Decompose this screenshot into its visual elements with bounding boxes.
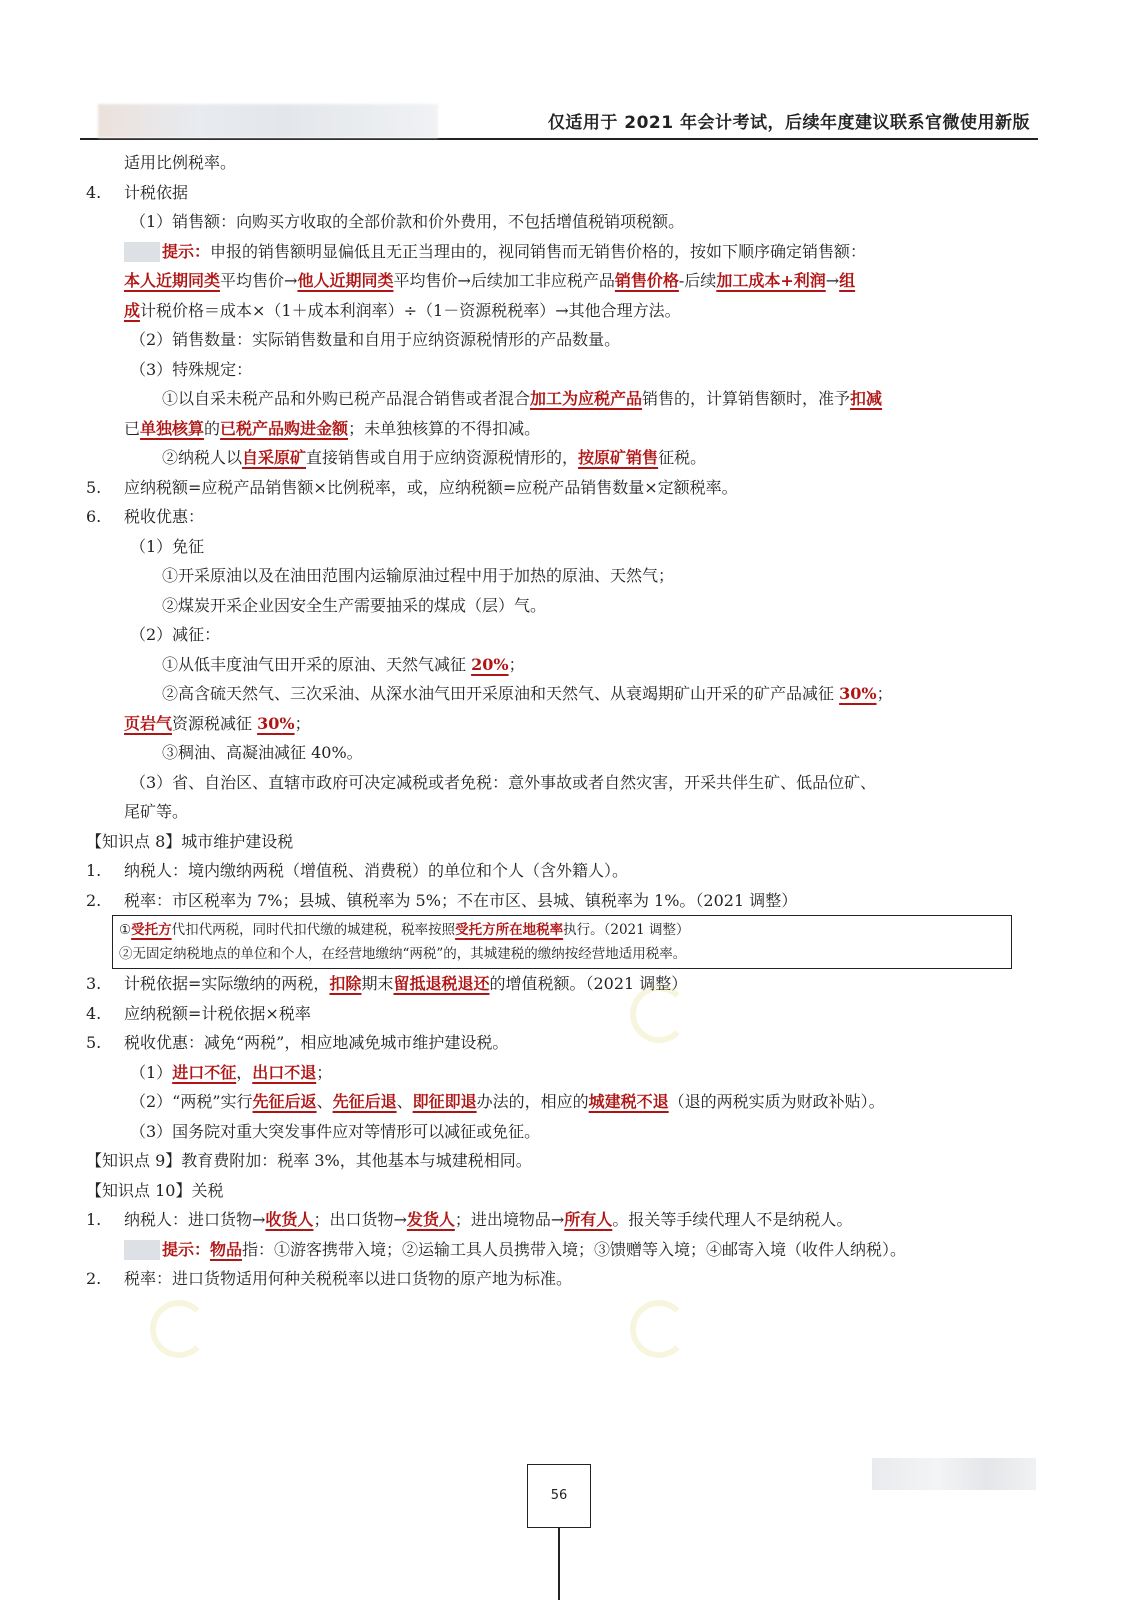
blurred-icon: [124, 242, 160, 262]
text-line: （1）免征: [130, 536, 205, 556]
list-item: 6. 税收优惠：: [86, 507, 205, 526]
note-line: ①受托方代扣代两税，同时代扣代缴的城建税，税率按照受托方所在地税率执行。（2021 调整）: [119, 922, 690, 938]
text-line: 本人近期同类平均售价→他人近期同类平均售价→后续加工非应税产品销售价格-后续加工成本+利润→组: [124, 271, 856, 290]
list-item: 1. 纳税人：境内缴纳两税（增值税、消费税）的单位和个人（含外籍人）。: [86, 861, 629, 880]
text-line: 成计税价格＝成本×（1＋成本利润率）÷（1－资源税税率）→其他合理方法。: [124, 300, 681, 320]
page-header: [80, 104, 1038, 140]
text-line: ①从低丰度油气田开采的原油、天然气减征 20%；: [162, 654, 525, 674]
page-number: 56: [527, 1464, 591, 1528]
text-line: （3）省、自治区、直辖市政府可决定减税或者免税：意外事故或者自然灾害，开采共伴生矿、低品位矿、: [130, 772, 877, 792]
list-item: 5. 应纳税额=应税产品销售额×比例税率，或，应纳税额=应税产品销售数量×定额税率。: [86, 477, 738, 497]
list-item: 2. 税率：市区税率为 7%；县城、镇税率为 5%；不在市区、县城、镇税率为 1%。（2021 调整）: [86, 890, 798, 910]
blurred-logo: [98, 104, 438, 138]
text-line: ②高含硫天然气、三次采油、从深水油气田开采原油和天然气、从衰竭期矿山开采的矿产品减征 30%；: [162, 684, 893, 703]
text-line: （2）销售数量：实际销售数量和自用于应纳资源税情形的产品数量。: [130, 330, 621, 349]
list-item: 5. 税收优惠：减免“两税”，相应地减免城市维护建设税。: [86, 1033, 509, 1052]
list-item: 1. 纳税人：进口货物→收货人；出口货物→发货人；进出境物品→所有人。报关等手续代理人不是纳税人。: [86, 1210, 853, 1229]
text-line: 适用比例税率。: [124, 153, 237, 172]
text-line: ①开采原油以及在油田范围内运输原油过程中用于加热的原油、天然气；: [162, 566, 675, 585]
page-number-stem: [558, 1528, 560, 1600]
blurred-corner-mark: [872, 1458, 1036, 1490]
text-line: ③稠油、高凝油减征 40%。: [162, 743, 363, 762]
hint-line: 提示：物品指：①游客携带入境；②运输工具人员携带入境；③馈赠等入境；④邮寄入境（收件人纳税）。: [86, 1235, 1036, 1265]
text-line: （2）“两税”实行先征后返、先征后退、即征即退办法的，相应的城建税不退（退的两税实质为财政补贴）。: [130, 1092, 885, 1111]
list-item: 4. 计税依据: [86, 182, 189, 202]
text-line: （2）减征：: [130, 625, 221, 644]
text-line: （3）国务院对重大突发事件应对等情形可以减征或免征。: [130, 1121, 541, 1141]
text-line: ②纳税人以自采原矿直接销售或自用于应纳资源税情形的，按原矿销售征税。: [162, 448, 707, 467]
document-body: [86, 148, 1036, 1294]
section-heading: 【知识点 10】关税: [86, 1180, 224, 1200]
list-item: 4. 应纳税额=计税依据×税率: [86, 1003, 311, 1023]
list-item: 2. 税率：进口货物适用何种关税税率以进口货物的原产地为标准。: [86, 1269, 573, 1288]
section-heading: 【知识点 8】城市维护建设税: [86, 831, 294, 851]
list-item: 3. 计税依据=实际缴纳的两税，扣除期末留抵退税退还的增值税额。（2021 调整）: [86, 974, 688, 993]
header-title: 仅适用于 2021 年会计考试，后续年度建议联系官微使用新版: [547, 113, 1030, 133]
text-line: 页岩气资源税减征 30%；: [124, 713, 311, 733]
note-line: ②无固定纳税地点的单位和个人，在经营地缴纳“两税”的，其城建税的缴纳按经营地适用税率。: [119, 946, 687, 962]
note-box: [112, 915, 1012, 969]
text-line: ②煤炭开采企业因安全生产需要抽采的煤成（层）气。: [162, 595, 547, 615]
hint-line: 提示：申报的销售额明显偏低且无正当理由的，视同销售而无销售价格的，按如下顺序确定销售额：: [86, 237, 1036, 267]
watermark-icon: [150, 1300, 208, 1358]
text-line: 已单独核算的已税产品购进金额；未单独核算的不得扣减。: [124, 418, 541, 438]
section-heading: 【知识点 9】教育费附加：税率 3%，其他基本与城建税相同。: [86, 1151, 532, 1170]
text-line: （1）进口不征，出口不退；: [130, 1062, 333, 1082]
watermark-icon: [630, 1300, 688, 1358]
text-line: （3）特殊规定：: [130, 359, 253, 379]
blurred-icon: [124, 1240, 160, 1260]
text-line: ①以自采未税产品和外购已税产品混合销售或者混合加工为应税产品销售的，计算销售额时，准予扣减: [162, 389, 883, 408]
text-line: （1）销售额：向购买方收取的全部价款和价外费用，不包括增值税销项税额。: [130, 212, 685, 231]
text-line: 尾矿等。: [124, 802, 189, 821]
